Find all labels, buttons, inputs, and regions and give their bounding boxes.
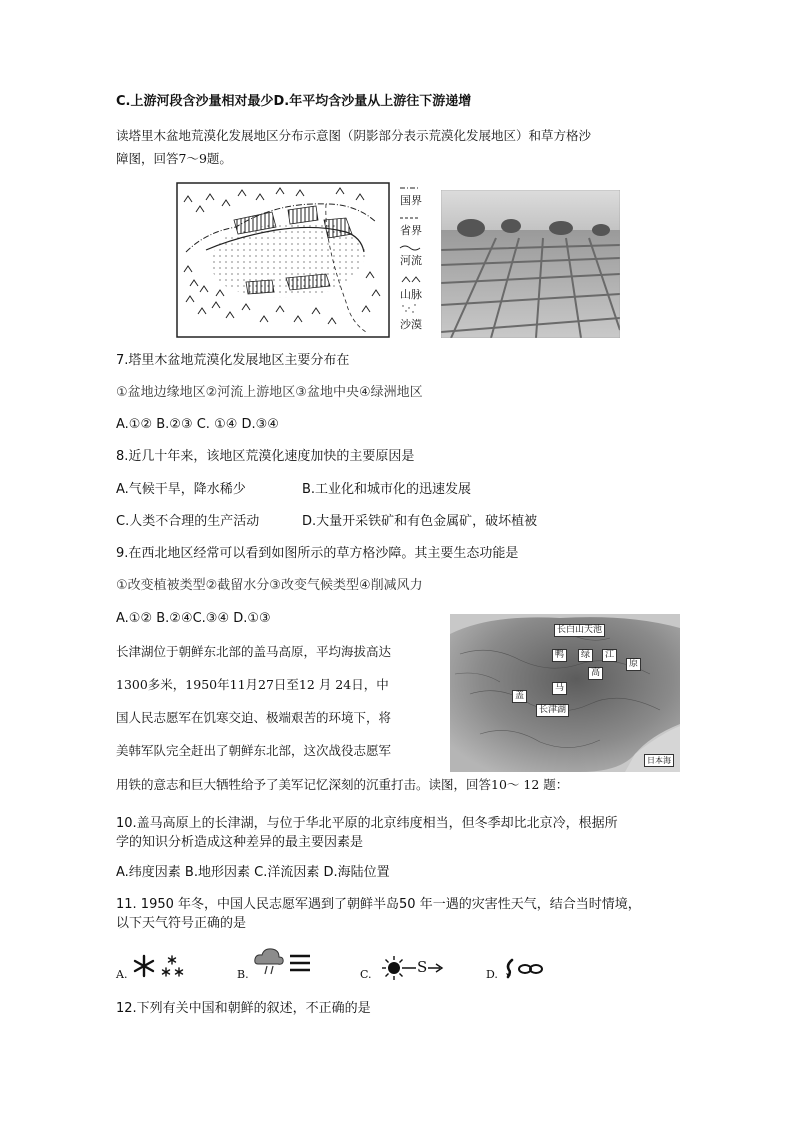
- q9-options: A.①② B.②④C.③④ D.①③: [116, 611, 271, 626]
- gaema-plateau-relief-map: [450, 614, 680, 772]
- q11-option-c-label: C.: [360, 968, 372, 981]
- label-changjin-lake: 长津湖: [536, 704, 569, 717]
- legend-national-border: 国界: [400, 194, 422, 207]
- intro-7-9-line2: 障图，回答7～9题。: [116, 151, 232, 166]
- label-gao: 高: [588, 667, 603, 680]
- legend-river: 河流: [400, 254, 422, 267]
- wind-direction-letter: S: [417, 958, 428, 976]
- thunderstorm-fog-symbol-icon: [252, 944, 314, 980]
- label-changbai-tianchi: 长白山天池: [554, 624, 605, 637]
- lightning-haze-symbol-icon: [502, 957, 546, 981]
- label-lu: 绿: [578, 649, 593, 662]
- legend-province-border: 省界: [400, 224, 422, 237]
- intro-10-12-line5: 用铁的意志和巨大牺牲给予了美军记忆深刻的沉重打击。读图，回答10～ 12 题：: [116, 777, 569, 792]
- q11-stem-line2: 以下天气符号正确的是: [116, 916, 247, 931]
- q7-choices: ①盆地边缘地区②河流上游地区③盆地中央④绿洲地区: [116, 385, 423, 400]
- legend-desert: 沙漠: [400, 318, 422, 331]
- label-gai: 盖: [512, 690, 527, 703]
- q8-option-b: B.工业化和城市化的迅速发展: [302, 482, 472, 497]
- q9-stem: 9.在西北地区经常可以看到如图所示的草方格沙障。其主要生态功能是: [116, 546, 519, 561]
- label-ya: 鸭: [552, 649, 567, 662]
- q7-stem: 7.塔里木盆地荒漠化发展地区主要分布在: [116, 353, 350, 368]
- sunny-south-wind-symbol-icon: [374, 954, 444, 982]
- intro-10-12-line1: 长津湖位于朝鲜东北部的盖马高原，平均海拔高达: [116, 644, 392, 659]
- q8-stem: 8.近几十年来，该地区荒漠化速度加快的主要原因是: [116, 449, 415, 464]
- q10-stem-line2: 学的知识分析造成这种差异的最主要因素是: [116, 835, 364, 850]
- snowstorm-symbol-icon: [132, 952, 192, 982]
- intro-10-12-line3: 国人民志愿军在饥寒交迫、极端艰苦的环境下，将: [116, 710, 392, 725]
- q7-options: A.①② B.②③ C. ①④ D.③④: [116, 417, 279, 432]
- q10-options: A.纬度因素 B.地形因素 C.洋流因素 D.海陆位置: [116, 865, 390, 880]
- q9-choices: ①改变植被类型②截留水分③改变气候类型④削减风力: [116, 578, 423, 593]
- map-legend: [394, 182, 426, 338]
- q11-option-a-label: A.: [116, 968, 128, 981]
- label-yuan: 原: [626, 658, 641, 671]
- intro-10-12-line4: 美韩军队完全赶出了朝鲜东北部，这次战役志愿军: [116, 743, 392, 758]
- label-jiang: 江: [602, 649, 617, 662]
- q11-option-d-label: D.: [486, 968, 498, 981]
- q11-option-b-label: B.: [237, 968, 249, 981]
- label-sea-of-japan: 日本海: [644, 754, 674, 767]
- q12-stem: 12.下列有关中国和朝鲜的叙述，不正确的是: [116, 1001, 371, 1016]
- q11-stem-line1: 11. 1950 年冬，中国人民志愿军遇到了朝鲜半岛50 年一遇的灾害性天气，结合当时情境，: [116, 897, 641, 912]
- label-ma: 马: [552, 682, 567, 695]
- q8-option-c: C.人类不合理的生产活动: [116, 514, 260, 529]
- tarim-desertification-map: [176, 182, 390, 338]
- q8-option-d: D.大量开采铁矿和有色金属矿，破坏植被: [302, 514, 538, 529]
- intro-10-12-line2: 1300多米，1950年11月27日至12 月 24日，中: [116, 677, 389, 692]
- q6-options-cd: C.上游河段含沙量相对最少D.年平均含沙量从上游往下游递增: [116, 94, 472, 109]
- intro-7-9-line1: 读塔里木盆地荒漠化发展地区分布示意图（阴影部分表示荒漠化发展地区）和草方格沙: [116, 128, 592, 143]
- q8-option-a: A.气候干旱，降水稀少: [116, 482, 246, 497]
- legend-mountain: 山脉: [400, 288, 422, 301]
- grass-checkerboard-photo: [441, 190, 620, 338]
- q10-stem-line1: 10.盖马高原上的长津湖，与位于华北平原的北京纬度相当，但冬季却比北京冷，根据所: [116, 816, 618, 831]
